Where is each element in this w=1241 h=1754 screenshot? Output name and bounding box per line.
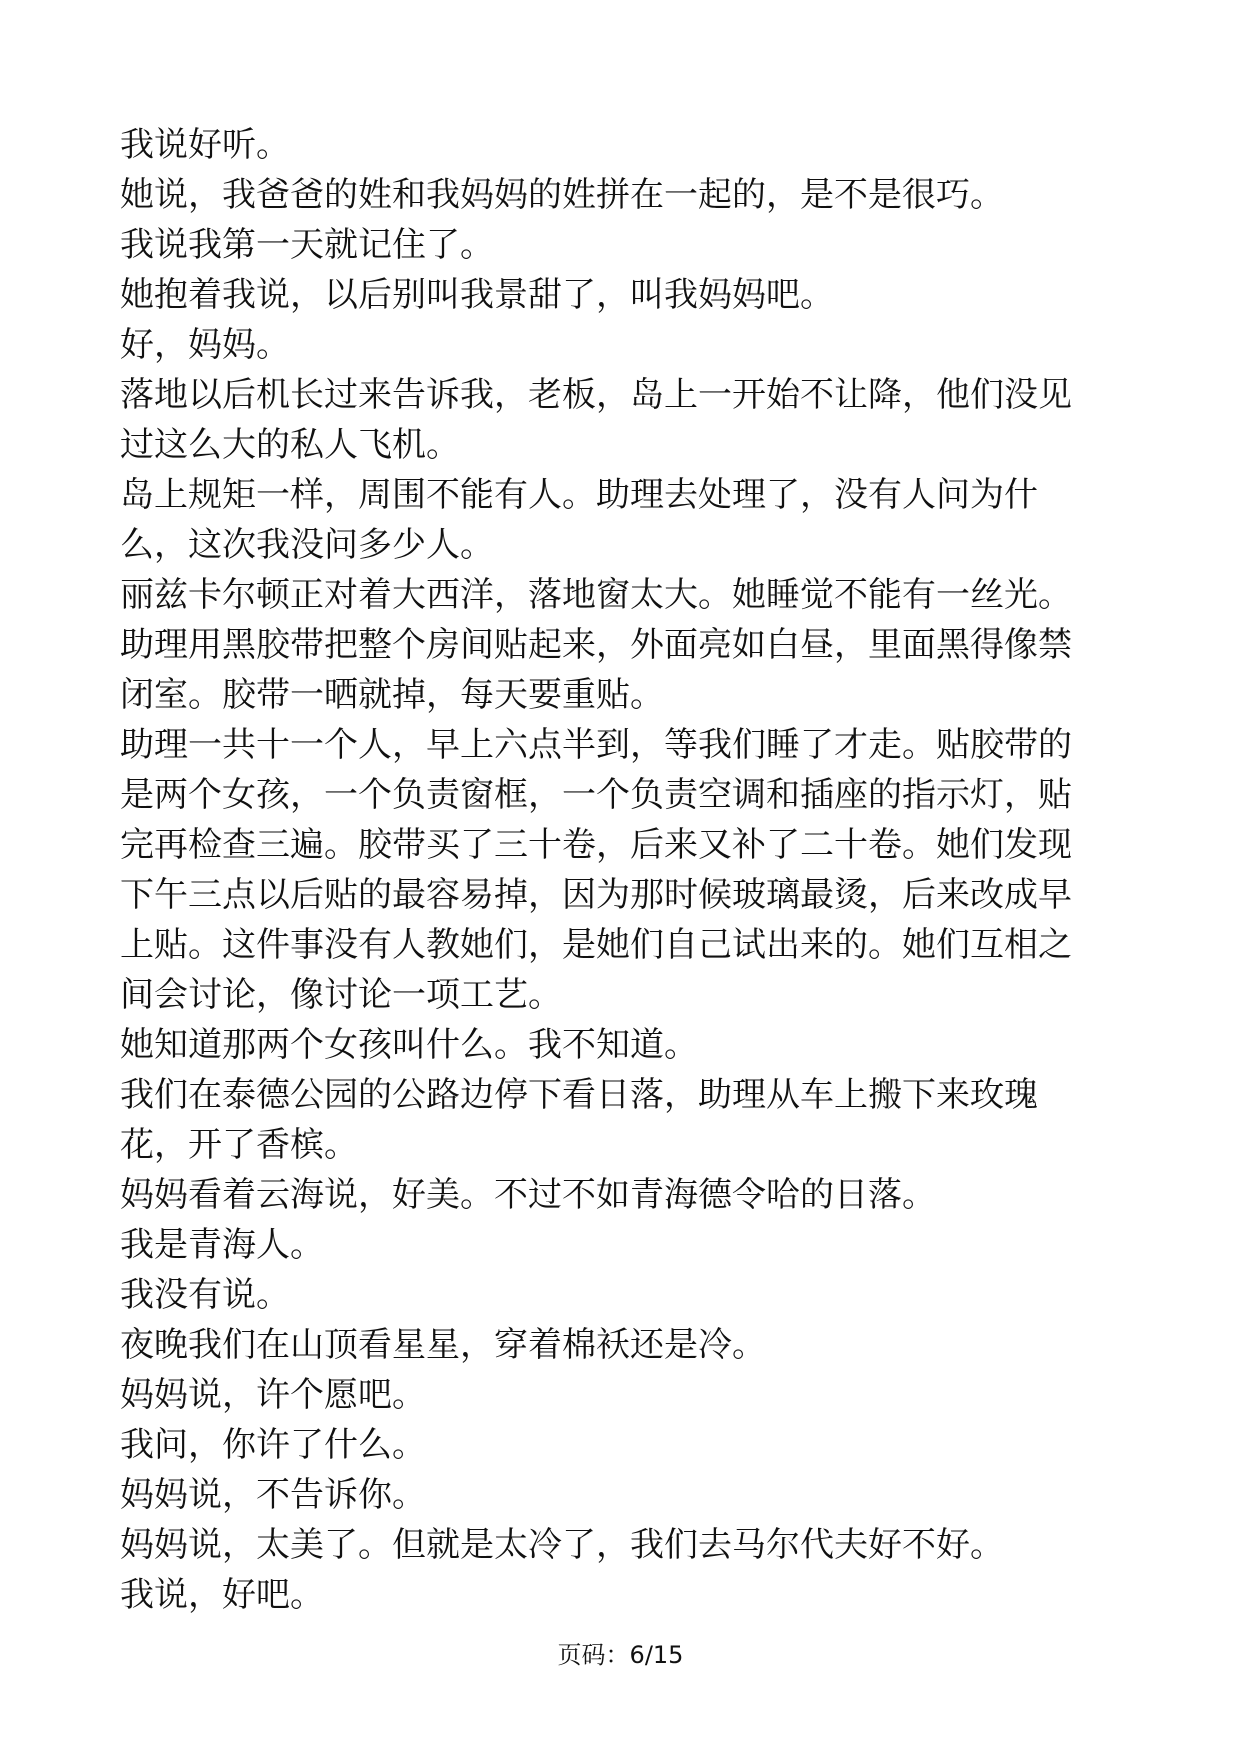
text-line: 她抱着我说，以后别叫我景甜了，叫我妈妈吧。 bbox=[120, 275, 834, 315]
text-line: 上贴。这件事没有人教她们，是她们自己试出来的。她们互相之 bbox=[120, 925, 1072, 965]
text-line: 岛上规矩一样，周围不能有人。助理去处理了，没有人问为什 bbox=[120, 475, 1038, 515]
text-line: 我说好听。 bbox=[120, 125, 290, 165]
text-line: 夜晚我们在山顶看星星，穿着棉袄还是冷。 bbox=[120, 1325, 766, 1365]
text-line: 完再检查三遍。胶带买了三十卷，后来又补了二十卷。她们发现 bbox=[120, 825, 1072, 865]
page-number: 页码：6/15 bbox=[557, 1641, 684, 1669]
text-line: 花，开了香槟。 bbox=[120, 1125, 358, 1165]
text-line: 丽兹卡尔顿正对着大西洋，落地窗太大。她睡觉不能有一丝光。 bbox=[120, 575, 1072, 615]
text-line: 闭室。胶带一晒就掉，每天要重贴。 bbox=[120, 675, 664, 715]
text-line: 是两个女孩，一个负责窗框，一个负责空调和插座的指示灯，贴 bbox=[120, 775, 1072, 815]
text-line: 妈妈说，不告诉你。 bbox=[120, 1475, 426, 1515]
text-line: 助理用黑胶带把整个房间贴起来，外面亮如白昼，里面黑得像禁 bbox=[120, 625, 1072, 665]
text-line: 么，这次我没问多少人。 bbox=[120, 525, 494, 565]
text-line: 助理一共十一个人，早上六点半到，等我们睡了才走。贴胶带的 bbox=[120, 725, 1072, 765]
text-line: 妈妈说，许个愿吧。 bbox=[120, 1375, 426, 1415]
text-line: 我说我第一天就记住了。 bbox=[120, 225, 494, 265]
text-line: 她知道那两个女孩叫什么。我不知道。 bbox=[120, 1025, 698, 1065]
text-line: 妈妈说，太美了。但就是太冷了，我们去马尔代夫好不好。 bbox=[120, 1525, 1004, 1565]
text-line: 她说，我爸爸的姓和我妈妈的姓拼在一起的，是不是很巧。 bbox=[120, 175, 1004, 215]
text-line: 好，妈妈。 bbox=[120, 325, 290, 365]
text-line: 我没有说。 bbox=[120, 1275, 290, 1315]
text-line: 我问，你许了什么。 bbox=[120, 1425, 426, 1465]
text-line: 过这么大的私人飞机。 bbox=[120, 425, 460, 465]
text-line: 间会讨论，像讨论一项工艺。 bbox=[120, 975, 562, 1015]
text-line: 妈妈看着云海说，好美。不过不如青海德令哈的日落。 bbox=[120, 1175, 936, 1215]
text-line: 我说，好吧。 bbox=[120, 1575, 324, 1615]
text-line: 落地以后机长过来告诉我，老板，岛上一开始不让降，他们没见 bbox=[120, 375, 1072, 415]
text-line: 我们在泰德公园的公路边停下看日落，助理从车上搬下来玫瑰 bbox=[120, 1075, 1038, 1115]
text-body bbox=[120, 120, 1130, 1620]
text-line: 下午三点以后贴的最容易掉，因为那时候玻璃最烫，后来改成早 bbox=[120, 875, 1072, 915]
text-line: 我是青海人。 bbox=[120, 1225, 324, 1265]
